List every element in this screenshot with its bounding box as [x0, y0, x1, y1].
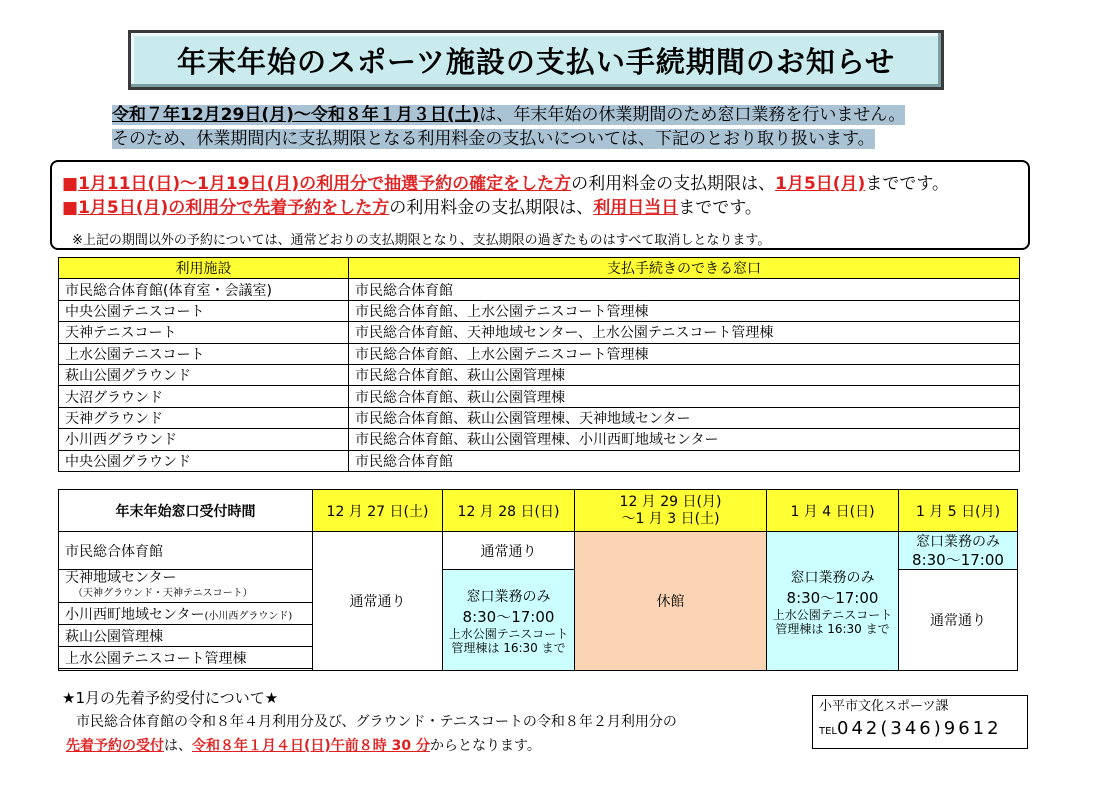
bottom-text-line2 [66, 735, 541, 755]
emphasis-text: 先着予約の受付 [66, 738, 164, 754]
rule-2 [62, 193, 762, 218]
window-only-cell [899, 532, 1018, 570]
place-cell [59, 603, 313, 625]
date-header: 12 月 27 日(土) [313, 490, 443, 532]
rule-1-text: の利用料金の支払期限は、 [571, 174, 776, 194]
kanri-note: 上水公園テニスコート [448, 626, 569, 641]
facility-cell: 中央公園テニスコート [59, 300, 349, 321]
phone-line [813, 718, 1027, 743]
facility-cell: 天神グラウンド [59, 407, 349, 428]
rule-2-end: までです。 [678, 198, 762, 218]
normal-cell: 通常通り [899, 570, 1018, 671]
place-cell: 市民総合体育館 [59, 532, 313, 570]
place-sub: (小川西グラウンド) [204, 610, 293, 622]
contact-box [812, 695, 1028, 749]
hours-label: 8:30～17:00 [786, 588, 879, 607]
date-header-line: ～1 月 3 日(土) [621, 510, 720, 527]
rule-2-target: 1月5日(月)の利用分で先着予約をした方 [78, 198, 390, 218]
page-title: 年末年始のスポーツ施設の支払い手続期間のお知らせ [128, 30, 944, 90]
place-sub: （天神グラウンド・天神テニスコート） [73, 588, 253, 599]
kanri-note: 上水公園テニスコート [772, 607, 893, 622]
tel-label: TEL [819, 726, 837, 737]
facility-cell: 萩山公園グラウンド [59, 364, 349, 385]
emphasis-date: 令和８年１月４日(日)午前８時 30 分 [192, 738, 431, 754]
place-cell: 上水公園テニスコート管理棟 [59, 647, 313, 669]
date-header-line: 12 月 29 日(月) [619, 493, 722, 510]
counter-cell: 市民総合体育館、萩山公園管理棟 [349, 364, 1020, 385]
closure-period: 令和７年12月29日(月)～令和８年１月３日(土) [112, 105, 480, 125]
rule-1-deadline: 1月5日(月) [775, 174, 866, 194]
counter-cell: 市民総合体育館、上水公園テニスコート管理棟 [349, 300, 1020, 321]
table-row [59, 407, 1020, 428]
date-header: 12 月 28 日(日) [443, 490, 575, 532]
counter-cell: 市民総合体育館、萩山公園管理棟、小川西町地域センター [349, 429, 1020, 450]
window-only-label: 窓口業務のみ [466, 588, 551, 605]
table-row [59, 322, 1020, 343]
counter-cell: 市民総合体育館、上水公園テニスコート管理棟 [349, 343, 1020, 364]
table-row [59, 429, 1020, 450]
bullet-square-icon: ■ [62, 174, 79, 194]
bullet-square-icon: ■ [62, 198, 79, 218]
department-name: 小平市文化スポーツ課 [819, 699, 949, 714]
counter-cell: 市民総合体育館、天神地域センター、上水公園テニスコート管理棟 [349, 322, 1020, 343]
closure-notice [112, 103, 905, 151]
place-cell: 萩山公園管理棟 [59, 625, 313, 647]
facility-table [58, 257, 1020, 472]
facility-cell: 大沼グラウンド [59, 386, 349, 407]
facility-cell: 上水公園テニスコート [59, 343, 349, 364]
normal-cell: 通常通り [443, 532, 575, 570]
date-header: 1 月 5 日(月) [899, 490, 1018, 532]
notice-line2: そのため、休業期間内に支払期限となる利用料金の支払いについては、下記のとおり取り扱います。 [112, 129, 875, 149]
holiday-hours-table [58, 489, 1018, 671]
window-only-cell [767, 532, 899, 671]
section-heading: ★1月の先着予約受付について★ [62, 689, 279, 707]
kanri-note: 管理棟は 16:30 まで [451, 640, 566, 655]
rule-2-deadline: 利用日当日 [593, 198, 679, 218]
facility-cell: 天神テニスコート [59, 322, 349, 343]
counter-cell: 市民総合体育館 [349, 450, 1020, 471]
table-row [59, 279, 1020, 300]
rule-1-end: までです。 [865, 174, 949, 194]
phone-number: 042(346)9612 [837, 718, 1002, 739]
rules-note: ※上記の期間以外の予約については、通常どおりの支払期限となり、支払期限の過ぎたものはすべて取消しとなります。 [72, 233, 771, 248]
place-name: 小川西町地域センター [65, 606, 205, 623]
table-header-row [59, 258, 1020, 279]
normal-cell: 通常通り [313, 532, 443, 671]
window-only-cell [443, 570, 575, 671]
plain-text: は、 [164, 738, 192, 754]
table-row [59, 343, 1020, 364]
facility-cell: 小川西グラウンド [59, 429, 349, 450]
hours-label: 8:30～17:00 [912, 550, 1004, 569]
place-name: 天神地域センター [65, 570, 177, 586]
hours-label: 8:30～17:00 [462, 607, 555, 626]
window-only-label: 窓口業務のみ [790, 569, 875, 586]
table-row [59, 386, 1020, 407]
rule-2-text: の利用料金の支払期限は、 [389, 198, 594, 218]
payment-rules-box [50, 160, 1030, 250]
notice-line1: は、年末年始の休業期間のため窓口業務を行いません。 [479, 105, 906, 125]
hours-corner-header: 年末年始窓口受付時間 [59, 490, 313, 532]
kanri-note: 管理棟は 16:30 まで [775, 621, 890, 636]
plain-text: からとなります。 [430, 738, 541, 754]
date-header [575, 490, 767, 532]
table-row [59, 300, 1020, 321]
bottom-text-line1: 市民総合体育館の令和８年４月利用分及び、グラウンド・テニスコートの令和８年２月利用分の [76, 714, 677, 730]
facility-cell: 中央公園グラウンド [59, 450, 349, 471]
column-header: 利用施設 [59, 258, 349, 279]
rule-1-target: 1月11日(日)～1月19日(月)の利用分で抽選予約の確定をした方 [78, 174, 572, 194]
counter-cell: 市民総合体育館 [349, 279, 1020, 300]
window-only-label: 窓口業務のみ [916, 533, 1000, 550]
table-row [59, 532, 1018, 570]
counter-cell: 市民総合体育館、萩山公園管理棟、天神地域センター [349, 407, 1020, 428]
closed-cell: 休館 [575, 532, 767, 671]
rule-1 [62, 169, 949, 194]
counter-cell: 市民総合体育館、萩山公園管理棟 [349, 386, 1020, 407]
column-header: 支払手続きのできる窓口 [349, 258, 1020, 279]
place-cell [59, 570, 313, 603]
facility-cell: 市民総合体育館(体育室・会議室) [59, 279, 349, 300]
table-row [59, 450, 1020, 471]
table-row [59, 364, 1020, 385]
date-header: 1 月 4 日(日) [767, 490, 899, 532]
table-header-row [59, 490, 1018, 532]
